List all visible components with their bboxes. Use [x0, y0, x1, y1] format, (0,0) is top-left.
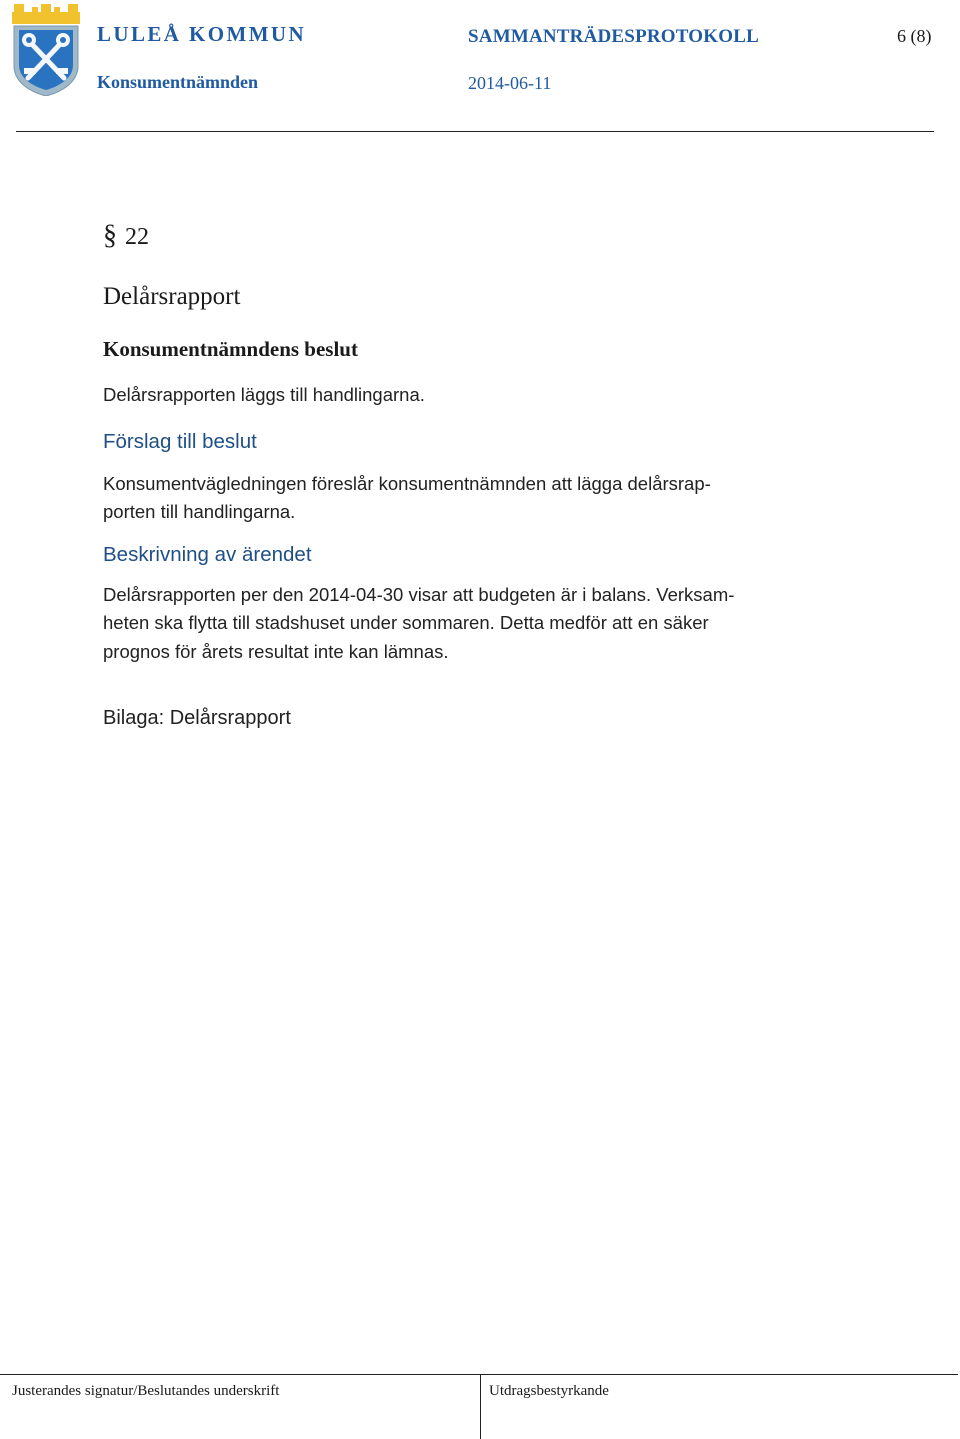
lulea-coat-of-arms-icon	[12, 4, 80, 96]
description-text-line-3: prognos för årets resultat inte kan lämnas.	[103, 640, 449, 662]
document-type: SAMMANTRÄDESPROTOKOLL	[468, 26, 759, 47]
section-symbol: §	[103, 220, 117, 251]
description-text-line-2: heten ska flytta till stadshuset under sommaren. Detta medför att en säker	[103, 612, 709, 633]
department-name: Konsumentnämnden	[97, 72, 259, 92]
proposal-text-line-1: Konsumentvägledningen föreslår konsumentnämnden att lägga delårsrap-	[103, 472, 711, 494]
meeting-date: 2014-06-11	[468, 73, 552, 93]
signature-label: Justerandes signatur/Beslutandes underskrift	[12, 1383, 280, 1399]
footer-column-divider	[480, 1374, 481, 1439]
paragraph-number	[103, 216, 803, 256]
protocol-item	[103, 216, 803, 733]
decision-heading: Konsumentnämndens beslut	[103, 337, 358, 361]
item-title: Delårsrapport	[103, 283, 241, 310]
footer-divider	[0, 1374, 958, 1375]
page-number: 6 (8)	[897, 26, 932, 46]
decision-text: Delårsrapporten läggs till handlingarna.	[103, 384, 425, 405]
header-divider	[16, 131, 934, 132]
proposal-heading: Förslag till beslut	[103, 429, 257, 453]
description-text-line-1: Delårsrapporten per den 2014-04-30 visar att budgeten är i balans. Verksam-	[103, 583, 735, 605]
paragraph-number-value: 22	[125, 224, 149, 250]
organization-name: LULEÅ KOMMUN	[97, 22, 307, 46]
attachment-reference: Bilaga: Delårsrapport	[103, 707, 291, 729]
proposal-text-line-2: porten till handlingarna.	[103, 501, 296, 522]
certification-label: Utdragsbestyrkande	[489, 1383, 609, 1399]
description-heading: Beskrivning av ärendet	[103, 542, 312, 566]
